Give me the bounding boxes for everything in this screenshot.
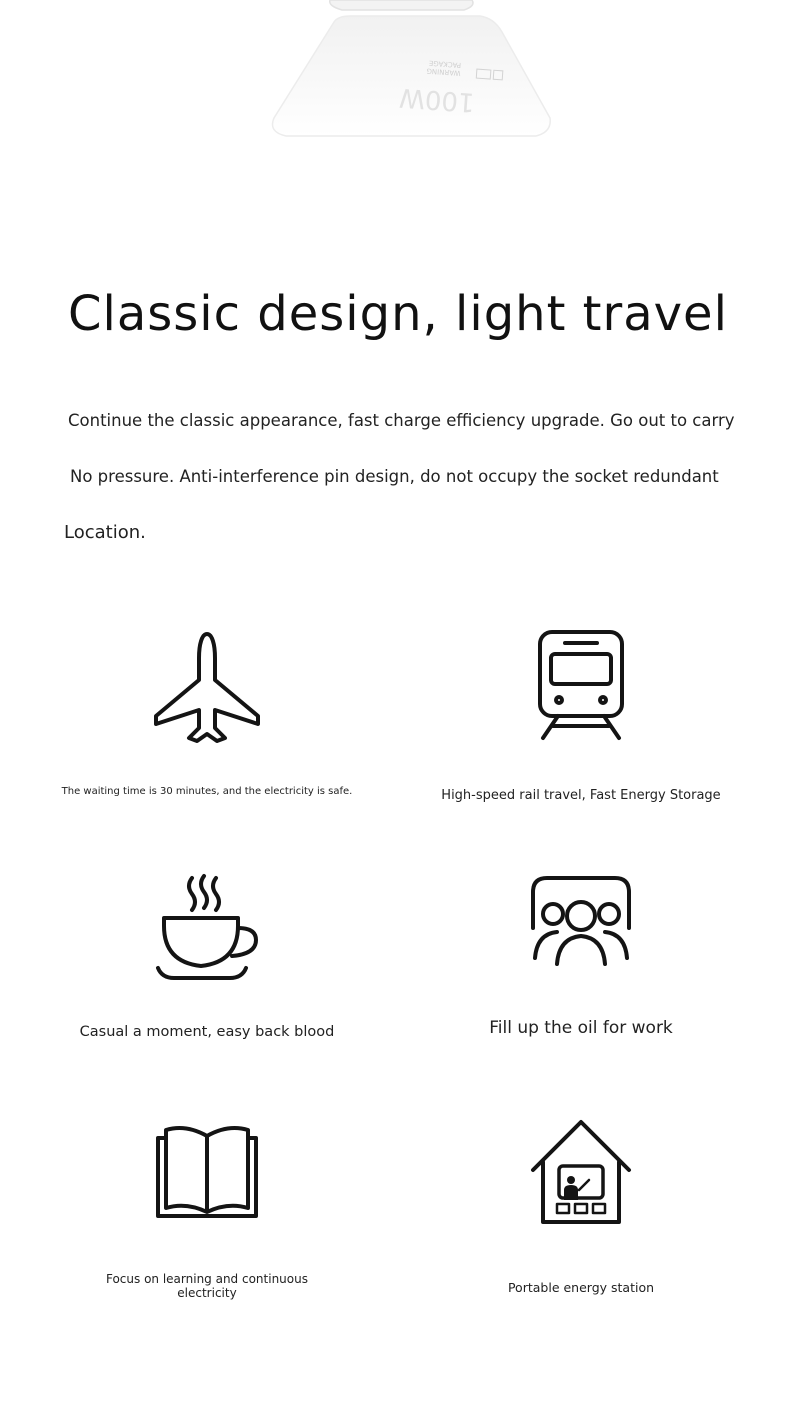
coffee-cup-icon — [152, 872, 262, 982]
product-label-mid: PACKAGE — [428, 58, 462, 69]
open-book-icon — [152, 1122, 262, 1222]
product-wattage: 100W — [398, 81, 476, 117]
caption-train: High-speed rail travel, Fast Energy Storage — [441, 788, 721, 803]
meeting-people-icon — [527, 872, 635, 968]
home-office-icon — [529, 1118, 633, 1228]
description-line-1: Continue the classic appearance, fast charge efficiency upgrade. Go out to carry — [68, 411, 735, 430]
description-line-2: No pressure. Anti-interference pin design, do not occupy the socket redundant — [70, 467, 719, 486]
caption-airport: The waiting time is 30 minutes, and the electricity is safe. — [61, 786, 353, 797]
caption-study: Focus on learning and continuous electricity — [105, 1272, 308, 1300]
scenario-train — [396, 628, 766, 803]
train-icon — [531, 628, 631, 744]
scenario-work — [396, 872, 766, 1038]
caption-coffee: Casual a moment, easy back blood — [79, 1024, 335, 1040]
headline: Classic design, light travel — [68, 286, 728, 342]
product-image — [250, 0, 570, 150]
caption-home: Portable energy station — [507, 1280, 655, 1295]
scenario-study — [22, 1122, 392, 1300]
description-line-3: Location. — [64, 522, 146, 543]
airplane-icon — [152, 628, 262, 746]
product-label-top: WARNING — [426, 66, 461, 77]
scenario-home — [396, 1118, 766, 1295]
scenario-coffee — [22, 872, 392, 1040]
caption-work: Fill up the oil for work — [489, 1018, 673, 1038]
scenario-airport — [22, 628, 392, 797]
